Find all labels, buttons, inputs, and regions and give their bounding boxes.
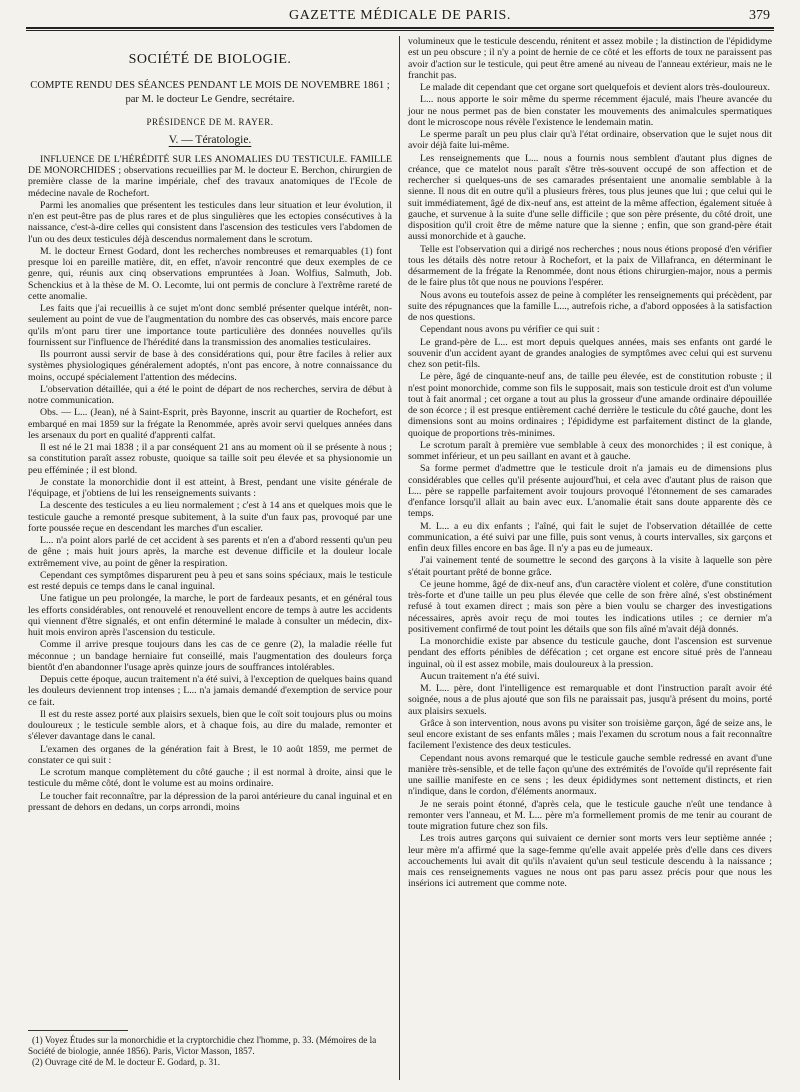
running-header xyxy=(26,6,774,26)
footnote-rule xyxy=(28,1030,128,1031)
section-title: V. — Tératologie. xyxy=(168,133,252,146)
paragraph: La descente des testicules a eu lieu normalement ; c'est à 14 ans et quelques mois que le testicule gauche a remonté presque subitement, à la suite d'un faux pas, provoqué par une forte poussée reçue en descendant les marches d'un escalier. xyxy=(28,500,392,534)
paragraph: INFLUENCE DE L'HÉRÉDITÉ SUR LES ANOMALIES DU TESTICULE. FAMILLE DE MONORCHIDES ; observations recueillies par M. le docteur E. Berchon, chirurgien de première classe de la marine impériale, chef des travaux anatomiques de l'Ecole de médecine navale de Rochefort. xyxy=(28,153,392,199)
paragraph: Ce jeune homme, âgé de dix-neuf ans, d'un caractère violent et colère, d'une constitution très-forte et d'une taille un peu plus élevée que celle de son frère aîné, s'est obstinément refusé à tout examen direct ; mais son père a bien voulu se charger des investigations nécessaires, après avoir reçu de moi toutes les indications utiles ; ce dernier m'a positivement confirmé de tout point les détails que son fils aîné m'avait déjà donnés. xyxy=(408,578,772,635)
journal-title: GAZETTE MÉDICALE DE PARIS. xyxy=(289,8,511,23)
page-number: 379 xyxy=(749,8,770,23)
paragraph: Le père, âgé de cinquante-neuf ans, de taille peu élevée, est de constitution robuste ; il n'est point monorchide, comme son fils le supposait, mais son testicule droit est d'un volume tout à fait anormal ; cet organe a tout au plus la grosseur d'une amande ordinaire dépouillée de son écorce ; il est presque entièrement caché derrière le testicule du côté gauche, dont les dimensions sont au moins ordinaires ; l'épididyme est parfaitement distinct de la glande, quoique de proportions très-minimes. xyxy=(408,371,772,439)
paragraph: Aucun traitement n'a été suivi. xyxy=(420,670,540,682)
paragraph: Telle est l'observation qui a dirigé nos recherches ; nous nous étions proposé d'en vérifier tous les détails dès notre retour à Rochefort, et la paix de Villafranca, en déterminant le désarmement de la frégate la Renommée, dont nous étions chirurgien-major, nous a permis de le faire plus tôt que nous ne pouvions l'espérer. xyxy=(408,243,772,289)
paragraph: M. le docteur Ernest Godard, dont les recherches nombreuses et remarquables (1) font presque loi en pareille matière, dit, en effet, n'avoir rencontré que deux exemples de ce genre, qui, réunis aux cinq observations empruntées à Joan. Wolfius, Salmuth, Job. Schenckius et à la thèse de M. O. Lecomte, lui ont permis de conclure à l'extrême rareté de cette anomalie. xyxy=(28,245,392,302)
paragraph: L... n'a point alors parlé de cet accident à ses parents et n'en a d'abord ressenti qu'un peu de gêne ; mais huit jours après, la marche est devenue difficile et la douleur locale extrêmement vive, au point de gêner la respiration. xyxy=(28,535,392,569)
society-heading: SOCIÉTÉ DE BIOLOGIE. xyxy=(128,52,292,67)
paragraph: Obs. — L... (Jean), né à Saint-Esprit, près Bayonne, inscrit au quartier de Rochefort, est embarqué en mai 1859 sur la frégate la Renommée, après avoir servi quelques années dans les arsenaux du port en qualité d'apprenti calfat. xyxy=(28,407,392,441)
paragraph: L... nous apporte le soir même du sperme récemment éjaculé, mais l'heure avancée du jour ne nous permet pas de bien constater les mouvements des animalcules spermatiques dont le microscope nous révèle l'existence le lendemain matin. xyxy=(408,94,772,128)
paragraph: L'observation détaillée, qui a été le point de départ de nos recherches, servira de début à notre communication. xyxy=(28,383,392,406)
paragraph: Cependant ces symptômes disparurent peu à peu et sans soins spéciaux, mais le testicule est resté depuis ce temps dans le canal inguinal. xyxy=(28,569,392,592)
paragraph: J'ai vainement tenté de soumettre le second des garçons à la visite à laquelle son père s'était pourtant prêté de bonne grâce. xyxy=(408,555,772,578)
paragraph: volumineux que le testicule descendu, rénitent et assez mobile ; la distinction de l'épididyme est un peu obscure ; il n'y a point de hernie de ce côté et les efforts de toux ne paraissent pas avoir d'action sur le testicule, qui peut être amené au niveau de l'anneau extérieur, mais ne le franchit pas. xyxy=(408,36,772,81)
paragraph: Cependant nous avons remarqué que le testicule gauche semble redressé en avant d'une manière très-sensible, et de telle façon qu'une des extrémités de l'ovoïde qu'il représente fait une saillie manifeste en ce sens ; les deux épididymes sont nettement distincts, et rien n'indique, dans le cordon, d'éléments anormaux. xyxy=(408,752,772,798)
paragraph: Comme il arrive presque toujours dans les cas de ce genre (2), la maladie réelle fut méconnue ; un bandage herniaire fut conseillé, mais l'augmentation des douleurs força bientôt d'en abandonner l'usage après quinze jours de souffrances intolérables. xyxy=(28,639,392,673)
paragraph: Parmi les anomalies que présentent les testicules dans leur situation et leur évolution, il n'en est peut-être pas de plus rares et de plus singulières que les ectopies consécutives à la naissance, c'est-à-dire celles qui consistent dans l'ascension des testicules vers l'abdomen de l'un ou des deux testicules déjà descendus normalement dans le scrotum. xyxy=(28,199,392,245)
paragraph: Les renseignements que L... nous a fournis nous semblent d'autant plus dignes de créance, que ce matelot nous paraît s'être très-souvent occupé de son affection et de rechercher si quelques-uns de ses camarades présentaient une anomalie semblable à la sienne. Il nous dit en outre qu'il a plusieurs frères, tous plus jeunes que lui ; que celui qui le suit immédiatement, âgé de dix-neuf ans, est atteint de la même affection, également située à gauche, et survenue à la suite d'une selle difficile ; que son père présente, du côté droit, une disposition qu'il croit être de même nature que la sienne ; enfin, que son grand-père était aussi monorchide et à gauche. xyxy=(408,152,772,243)
paragraph: M. L... père, dont l'intelligence est remarquable et dont l'instruction paraît avoir été soignée, nous a de plus ajouté que son fils ne paraissait pas, jusqu'à présent du moins, porté aux plaisirs sexuels. xyxy=(408,683,772,717)
header-rule xyxy=(26,27,774,29)
paragraph: Nous avons eu toutefois assez de peine à compléter les renseignements qui précèdent, par suite des répugnances que la famille L..., autrefois riche, a d'abord opposées à la satisfaction de nos questions. xyxy=(408,289,772,323)
report-subheading: COMPTE RENDU DES SÉANCES PENDANT LE MOIS DE NOVEMBRE 1861 ; par M. le docteur Le Gendre, secrétaire. xyxy=(30,80,390,106)
paragraph: Je ne serais point étonné, d'après cela, que le testicule gauche n'eût une tendance à remonter vers l'anneau, et M. L... père m'a formellement promis de me tenir au courant de toute migration future chez son fils. xyxy=(408,798,772,832)
paragraph: Grâce à son intervention, nous avons pu visiter son troisième garçon, âgé de seize ans, le seul encore existant de ses enfants mâles ; mais l'examen du scrotum nous a fait reconnaître facilement l'existence des deux testicules. xyxy=(408,717,772,752)
paragraph: Le sperme paraît un peu plus clair qu'à l'état ordinaire, observation que le sujet nous dit avoir déjà faite lui-même. xyxy=(408,129,772,152)
paragraph: Il est du reste assez porté aux plaisirs sexuels, bien que le coït soit toujours plus ou moins douloureux ; le testicule semble alors, et à chaque fois, au dire du malade, remonter et s'élever davantage dans le canal. xyxy=(28,708,392,743)
paragraph: Sa forme permet d'admettre que le testicule droit n'a jamais eu de dimensions plus considérables que celles qu'il présente aujourd'hui, et cela avec d'autant plus de raison que L... père se rappelle parfaitement avoir toujours provoqué l'étonnement de ses camarades d'enfance lorsqu'il allait au bain avec eux. L'anomalie était sans doute apparente dès ce temps. xyxy=(408,463,772,520)
paragraph: Les faits que j'ai recueillis à ce sujet m'ont donc semblé présenter quelque intérêt, non-seulement au point de vue de l'augmentation du nombre des cas observés, mais encore parce qu'ils m'ont paru tirer une importance toute particulière des données nouvelles qu'ils fournissent sur l'influence de l'hérédité dans la transmission des anomalies testiculaires. xyxy=(28,303,392,348)
column-divider xyxy=(399,36,400,1080)
paragraph: M. L... a eu dix enfants ; l'aîné, qui fait le sujet de l'observation détaillée de cette communication, a été suivi par une fille, puis sont venus, à courts intervalles, six garçons et enfin deux filles encore en bas âge. Il n'y a pas eu de jumeaux. xyxy=(408,520,772,554)
paragraph: Les trois autres garçons qui suivaient ce dernier sont morts vers leur septième année ; leur mère m'a affirmé que la sage-femme qu'elle avait appelée près d'elle dans ces divers accouchements lui avait dit qu'ils n'avaient qu'un seul testicule descendu à la naissance ; mais ces renseignements vagues ne nous ont pas paru assez précis pour que nous les insérions ici autrement que comme note. xyxy=(408,833,772,890)
paragraph: La monorchidie existe par absence du testicule gauche, dont l'ascension est survenue pendant des efforts pénibles de défécation ; cet organe est encore situé près de l'anneau inguinal, où il est assez mobile, mais douloureux à la pression. xyxy=(408,636,772,670)
paragraph: Le grand-père de L... est mort depuis quelques années, mais ses enfants ont gardé le souvenir d'un accident ayant de grandes analogies de symptômes avec celui qui est survenu chez son petit-fils. xyxy=(408,336,772,370)
presidence-line: PRÉSIDENCE DE M. RAYER. xyxy=(146,117,274,128)
paragraph: Le malade dit cependant que cet organe sort quelquefois et devient alors très-douloureux. xyxy=(420,82,770,93)
footnote: (2) Ouvrage cité de M. le docteur E. Godard, p. 31. xyxy=(32,1057,221,1067)
footnotes xyxy=(28,1030,392,1068)
footnote: (1) Voyez Études sur la monorchidie et la cryptorchidie chez l'homme, p. 33. (Mémoires de la Société de biologie, année 1856). Paris, Victor Masson, 1857. xyxy=(28,1035,377,1056)
paragraph: Je constate la monorchidie dont il est atteint, à Brest, pendant une visite générale de l'équipage, et j'obtiens de lui les renseignements suivants : xyxy=(28,476,392,499)
paragraph: Depuis cette époque, aucun traitement n'a été suivi, à l'exception de quelques bains quand les douleurs deviennent trop intenses ; L... n'a jamais demandé d'exemption de service pour ce fait. xyxy=(28,674,392,708)
paragraph: Cependant nous avons pu vérifier ce qui suit : xyxy=(420,324,600,336)
right-column xyxy=(408,36,772,891)
paragraph: Le scrotum paraît à première vue semblable à ceux des monorchides ; il est conique, à sommet inférieur, et un peu saillant en avant et à gauche. xyxy=(408,439,772,462)
paragraph: Le toucher fait reconnaître, par la dépression de la paroi antérieure du canal inguinal et en pressant de dehors en dedans, un corps arrondi, moins xyxy=(28,790,392,813)
paragraph: Le scrotum manque complètement du côté gauche ; il est normal à droite, ainsi que le testicule du même côté, dont le volume est au moins ordinaire. xyxy=(28,767,392,790)
paragraph: Ils pourront aussi servir de base à des considérations qui, pour être faciles à relier aux systèmes physiologiques généralement adoptés, n'ont pas encore, à notre connaissance du moins, occupé spécialement l'attention des médecins. xyxy=(28,349,392,383)
header-rule-thin xyxy=(26,30,774,31)
left-column xyxy=(28,36,392,814)
paragraph: Une fatigue un peu prolongée, la marche, le port de fardeaux pesants, et en général tous les efforts considérables, ont renouvelé et renouvellent encore de temps à autre les accidents qui viennent d'être signalés, et ont enfin déterminé le malade à consulter un médecin, dix-huit mois environ après l'ascension du testicule. xyxy=(28,593,392,638)
paragraph: Il est né le 21 mai 1838 ; il a par conséquent 21 ans au moment où il se présente à nous ; sa constitution paraît assez robuste, quoique sa taille soit peu élevée et sa physionomie un peu efféminée ; il est blond. xyxy=(28,442,392,476)
paragraph: L'examen des organes de la génération fait à Brest, le 10 août 1859, me permet de constater ce qui suit : xyxy=(28,743,392,766)
